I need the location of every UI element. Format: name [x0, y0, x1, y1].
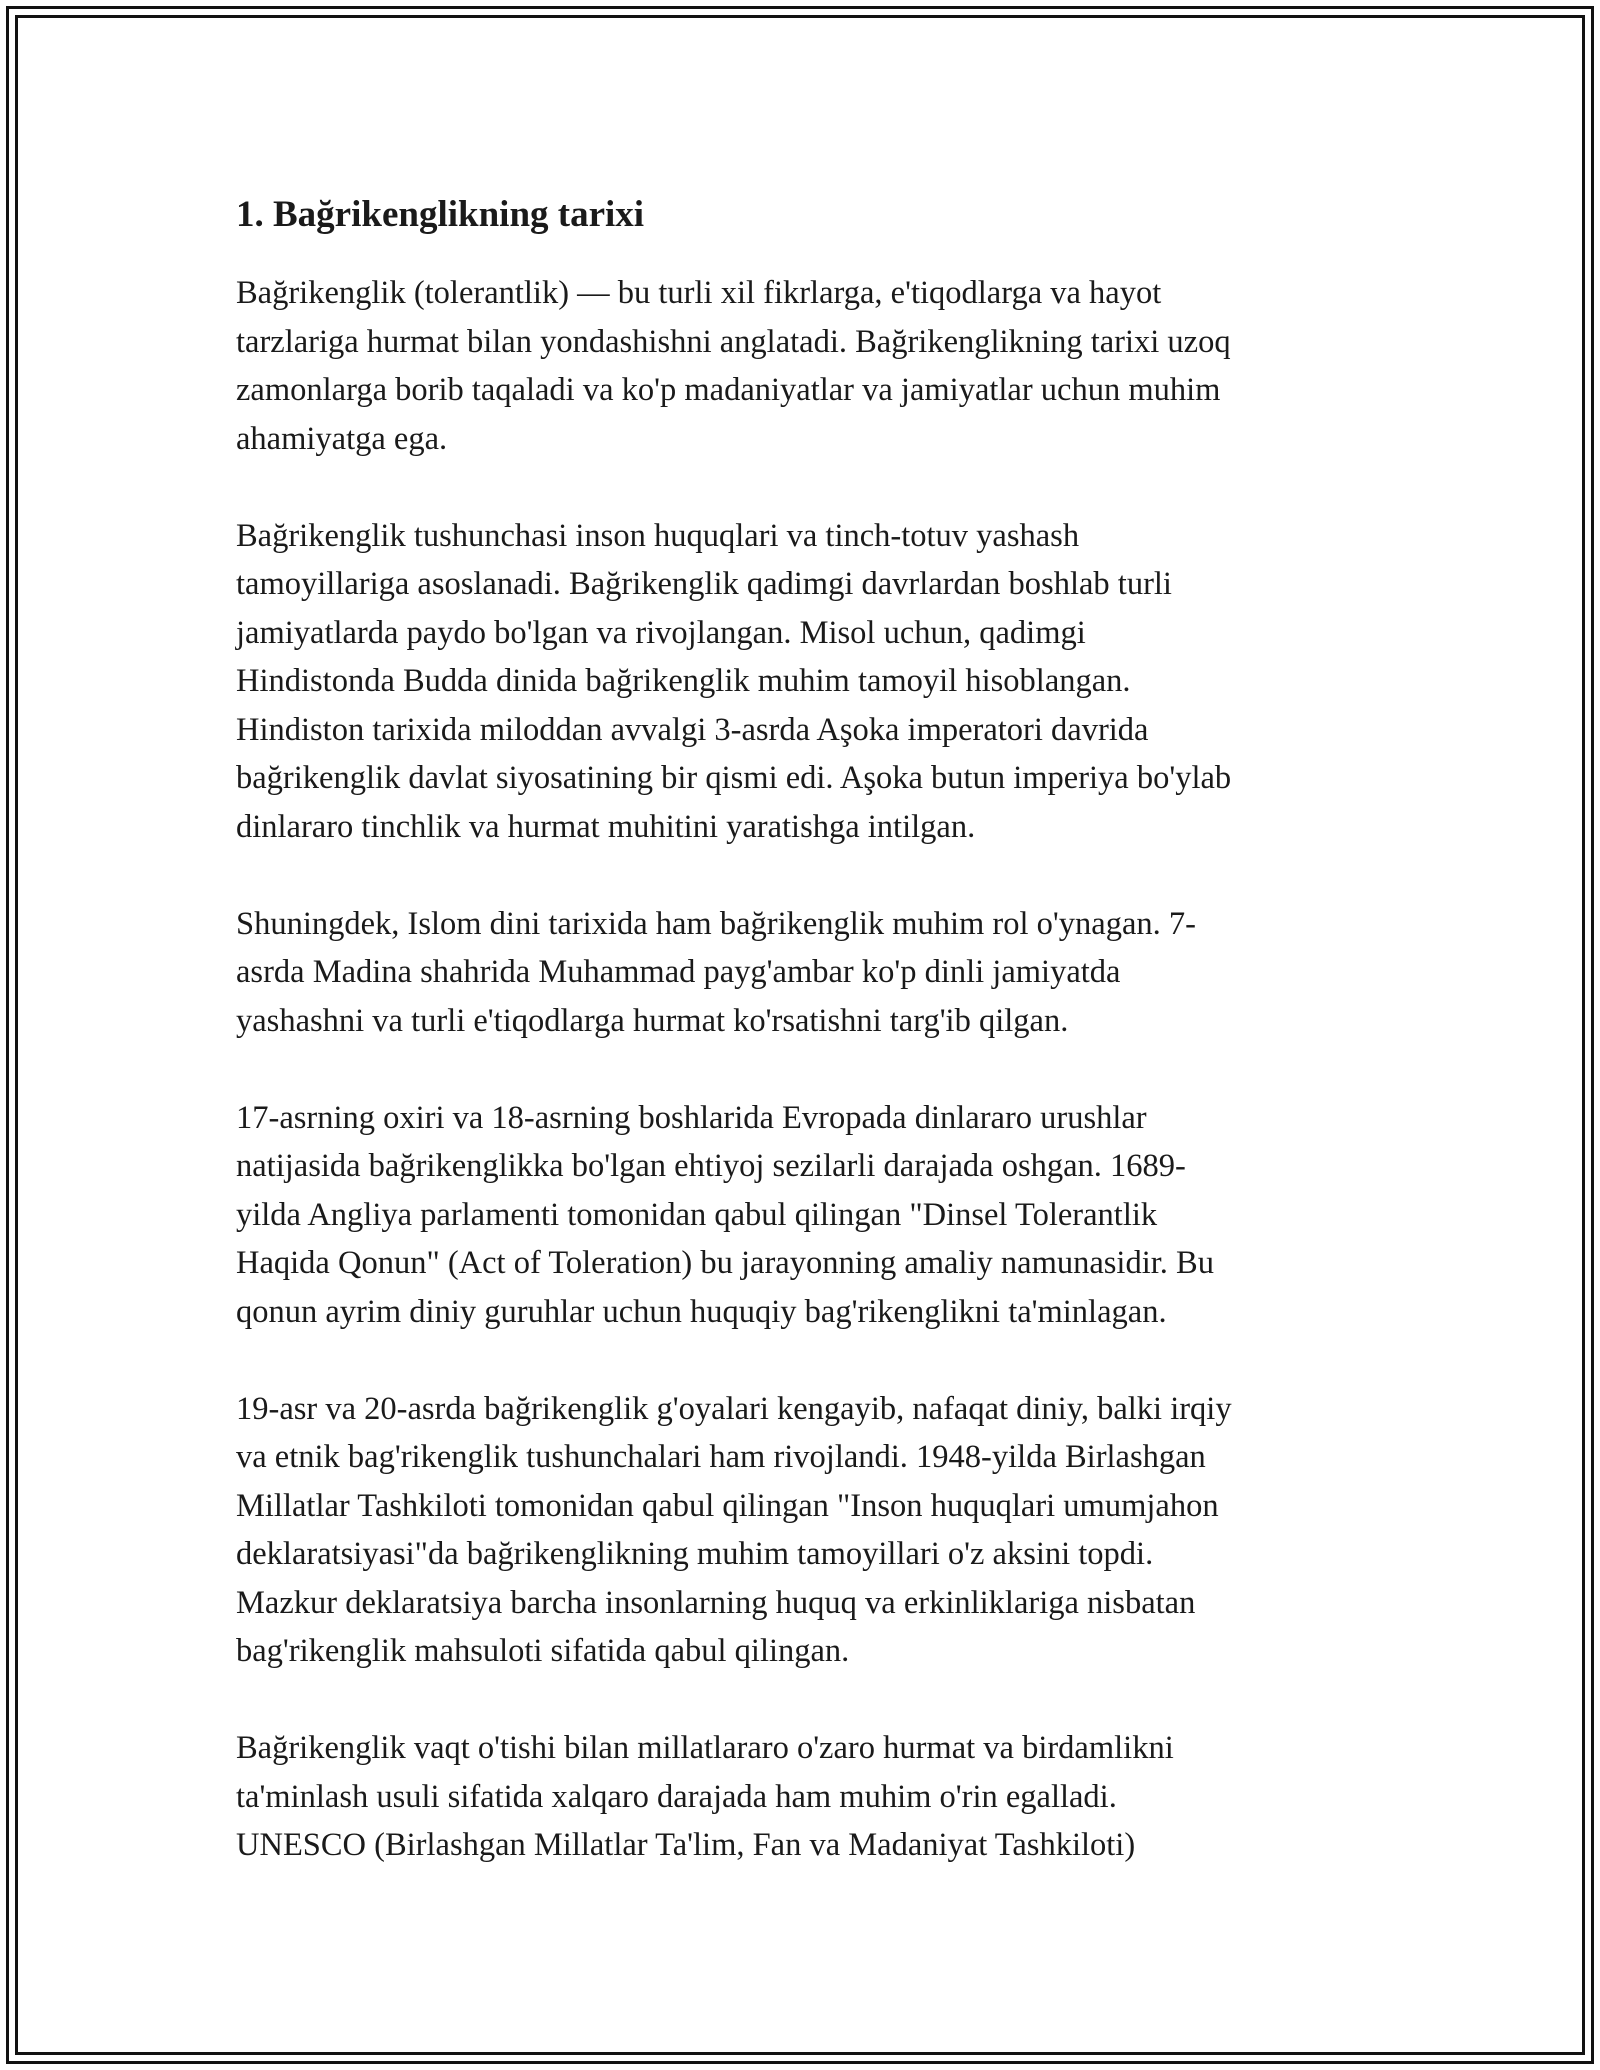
text-line: Haqida Qonun" (Act of Toleration) bu jarayonning amaliy namunasidir. Bu: [236, 1245, 1214, 1282]
text-line: 19-asr va 20-asrda bağrikenglik g'oyalari kengayib, nafaqat diniy, balki irqiy: [236, 1390, 1232, 1427]
text-line: Hindistonda Budda dinida bağrikenglik muhim tamoyil hisoblangan.: [236, 663, 1131, 700]
section-heading: 1. Bağrikenglikning tarixi: [236, 194, 645, 235]
text-line: Millatlar Tashkiloti tomonidan qabul qilingan "Inson huquqlari umumjahon: [236, 1487, 1219, 1524]
paragraph-modern-era: [236, 1385, 1386, 1676]
text-line: yilda Angliya parlamenti tomonidan qabul qilingan "Dinsel Tolerantlik: [236, 1196, 1158, 1233]
text-line: Mazkur deklaratsiya barcha insonlarning huquq va erkinliklariga nisbatan: [236, 1584, 1196, 1621]
text-line: Shuningdek, Islom dini tarixida ham bağrikenglik muhim rol o'ynagan. 7-: [236, 905, 1196, 942]
text-line: va etnik bag'rikenglik tushunchalari ham rivojlandi. 1948-yilda Birlashgan: [236, 1439, 1206, 1476]
paragraph-ancient-history: [236, 512, 1386, 852]
text-line: 17-asrning oxiri va 18-asrning boshlarida Evropada dinlararo urushlar: [236, 1099, 1147, 1136]
text-line: UNESCO (Birlashgan Millatlar Ta'lim, Fan va Madaniyat Tashkiloti): [236, 1827, 1136, 1864]
paragraph-europe: [236, 1094, 1386, 1337]
text-line: zamonlarga borib taqaladi va ko'p madaniyatlar va jamiyatlar uchun muhim: [236, 372, 1221, 409]
document-body: [236, 180, 1386, 1918]
text-line: Bağrikenglik tushunchasi inson huquqlari va tinch-totuv yashash: [236, 517, 1080, 554]
text-line: deklaratsiyasi"da bağrikenglikning muhim tamoyillari o'z aksini topdi.: [236, 1536, 1154, 1573]
text-line: tarzlariga hurmat bilan yondashishni anglatadi. Bağrikenglikning tarixi uzoq: [236, 323, 1231, 360]
text-line: natijasida bağrikenglikka bo'lgan ehtiyoj sezilarli darajada oshgan. 1689-: [236, 1148, 1186, 1185]
text-line: bağrikenglik davlat siyosatining bir qismi edi. Aşoka butun imperiya bo'ylab: [236, 760, 1232, 797]
text-line: ahamiyatga ega.: [236, 420, 448, 457]
text-line: Bağrikenglik (tolerantlik) — bu turli xil fikrlarga, e'tiqodlarga va hayot: [236, 275, 1162, 312]
text-line: asrda Madina shahrida Muhammad payg'ambar ko'p dinli jamiyatda: [236, 954, 1121, 991]
text-line: jamiyatlarda paydo bo'lgan va rivojlangan. Misol uchun, qadimgi: [236, 614, 1086, 651]
text-line: Hindiston tarixida miloddan avvalgi 3-asrda Aşoka imperatori davrida: [236, 711, 1149, 748]
paragraph-islam: [236, 900, 1386, 1046]
text-line: ta'minlash usuli sifatida xalqaro darajada ham muhim o'rin egalladi.: [236, 1778, 1117, 1815]
text-line: yashashni va turli e'tiqodlarga hurmat ko'rsatishni targ'ib qilgan.: [236, 1002, 1069, 1039]
paragraph-definition: [236, 269, 1386, 463]
text-line: tamoyillariga asoslanadi. Bağrikenglik qadimgi davrlardan boshlab turli: [236, 566, 1172, 603]
text-line: qonun ayrim diniy guruhlar uchun huquqiy bag'rikenglikni ta'minlagan.: [236, 1293, 1167, 1330]
text-line: Bağrikenglik vaqt o'tishi bilan millatlararo o'zaro hurmat va birdamlikni: [236, 1730, 1174, 1767]
text-line: dinlararo tinchlik va hurmat muhitini yaratishga intilgan.: [236, 808, 976, 845]
paragraph-international: [236, 1724, 1386, 1870]
text-line: bag'rikenglik mahsuloti sifatida qabul qilingan.: [236, 1633, 850, 1670]
